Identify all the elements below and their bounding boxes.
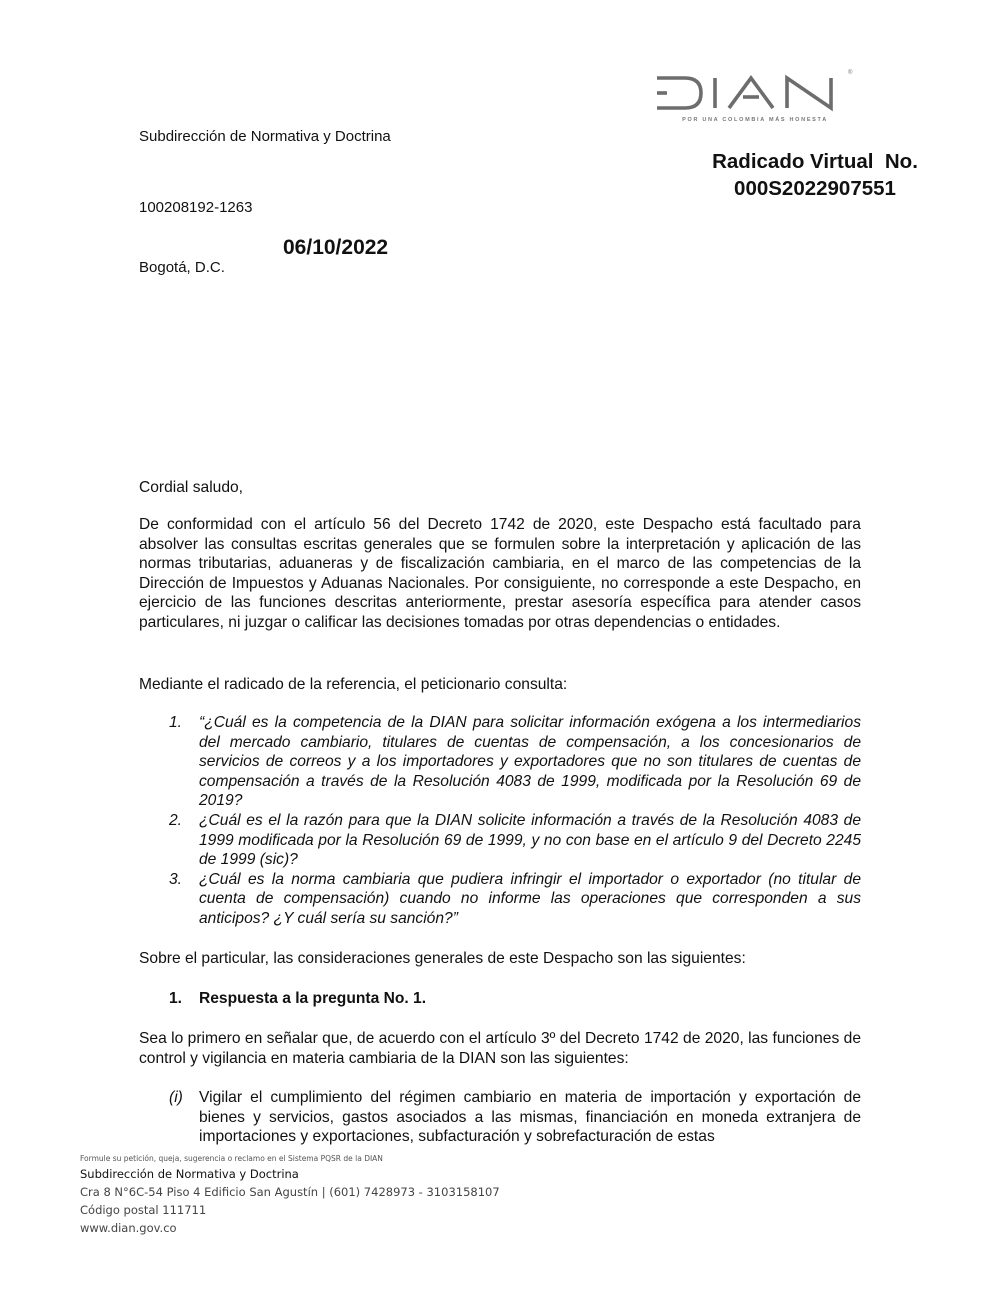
functions-list	[139, 1088, 861, 1147]
paragraph-competence: De conformidad con el artículo 56 del Decreto 1742 de 2020, este Despacho está facultado para absolver las consultas escritas generales que se formulen sobre la interpretación y aplicación de las normas tributarias, aduaneras y de fiscalización cambiaria, en el marco de las competencias de la Dirección de Impuestos y Aduanas Nacionales. Por consiguiente, no corresponde a este Despacho, en ejercicio de las funciones descritas anteriormente, prestar asesoría específica para atender casos particulares, ni juzgar o calificar las decisiones tomadas por otras dependencias o entidades.	[139, 516, 861, 631]
question-text: ¿Cuál es la norma cambiaria que pudiera infringir el importador o exportador (no titular de cuenta de compensación) cuando no informe las operaciones que corresponden a sus anticipos? ¿Y cuál sería su sanción?”	[199, 870, 861, 927]
dian-logo	[655, 72, 855, 128]
section-heading	[169, 990, 426, 1008]
question-list	[139, 713, 861, 929]
item-number: (i)	[169, 1089, 183, 1106]
question-text: “¿Cuál es la competencia de la DIAN para solicitar información exógena a los intermediarios del mercado cambiario, titulares de cuentas de compensación, a los concesionarios de servicios de correos y a los importadores y exportadores que no son titulares de cuentas de compensación a través de la Resolución 4083 de 1999, modificada por la Resolución 69 de 2019?	[199, 714, 861, 810]
footer-note: Formule su petición, queja, sugerencia o reclamo en el Sistema PQSR de la DIAN	[80, 1154, 383, 1163]
department-header: Subdirección de Normativa y Doctrina	[139, 128, 391, 145]
section-number: 1.	[169, 990, 183, 1007]
paragraph-consulta: Mediante el radicado de la referencia, el peticionario consulta:	[139, 676, 568, 693]
footer-postal-code: Código postal 111711	[80, 1203, 207, 1217]
dian-wordmark-icon	[655, 72, 855, 112]
list-item	[139, 811, 861, 870]
list-item	[139, 1088, 861, 1147]
list-item	[139, 870, 861, 929]
document-date: 06/10/2022	[283, 236, 389, 259]
list-item	[139, 713, 861, 811]
radicado-block	[690, 148, 940, 202]
paragraph-considerations: Sobre el particular, las consideraciones generales de este Despacho son las siguientes:	[139, 950, 746, 967]
footer	[80, 1154, 500, 1235]
logo-tagline: POR UNA COLOMBIA MÁS HONESTA	[682, 117, 828, 123]
footer-department: Subdirección de Normativa y Doctrina	[80, 1167, 299, 1181]
reference-number: 100208192-1263	[139, 199, 253, 216]
radicado-number: 000S2022907551	[734, 177, 896, 200]
footer-website-link[interactable]: www.dian.gov.co	[80, 1221, 177, 1235]
question-number: 3.	[169, 870, 183, 888]
paragraph-functions: Sea lo primero en señalar que, de acuerdo con el artículo 3º del Decreto 1742 de 2020, las funciones de control y vigilancia en materia cambiaria de la DIAN son las siguientes:	[139, 1030, 861, 1067]
greeting: Cordial saludo,	[139, 479, 244, 496]
radicado-label: Radicado Virtual No.	[712, 150, 918, 173]
registered-mark: ®	[848, 70, 853, 76]
item-text: Vigilar el cumplimiento del régimen cambiario en materia de importación y exportación de bienes y servicios, gastos asociados a las mismas, financiación en moneda extranjera de importaciones y exportaciones, subfacturación y sobrefacturación de estas	[199, 1089, 861, 1146]
question-number: 1.	[169, 714, 183, 731]
footer-address: Cra 8 N°6C-54 Piso 4 Edificio San Agustín | (601) 7428973 - 3103158107	[80, 1185, 500, 1199]
city: Bogotá, D.C.	[139, 259, 225, 276]
section-title: Respuesta a la pregunta No. 1.	[199, 990, 427, 1007]
question-text: ¿Cuál es el la razón para que la DIAN solicite información a través de la Resolución 4083 de 1999 modificada por la Resolución 69 de 1999, y no con base en el artículo 9 del Decreto 2245 de 1999 (sic)?	[199, 811, 861, 869]
question-number: 2.	[169, 811, 183, 829]
